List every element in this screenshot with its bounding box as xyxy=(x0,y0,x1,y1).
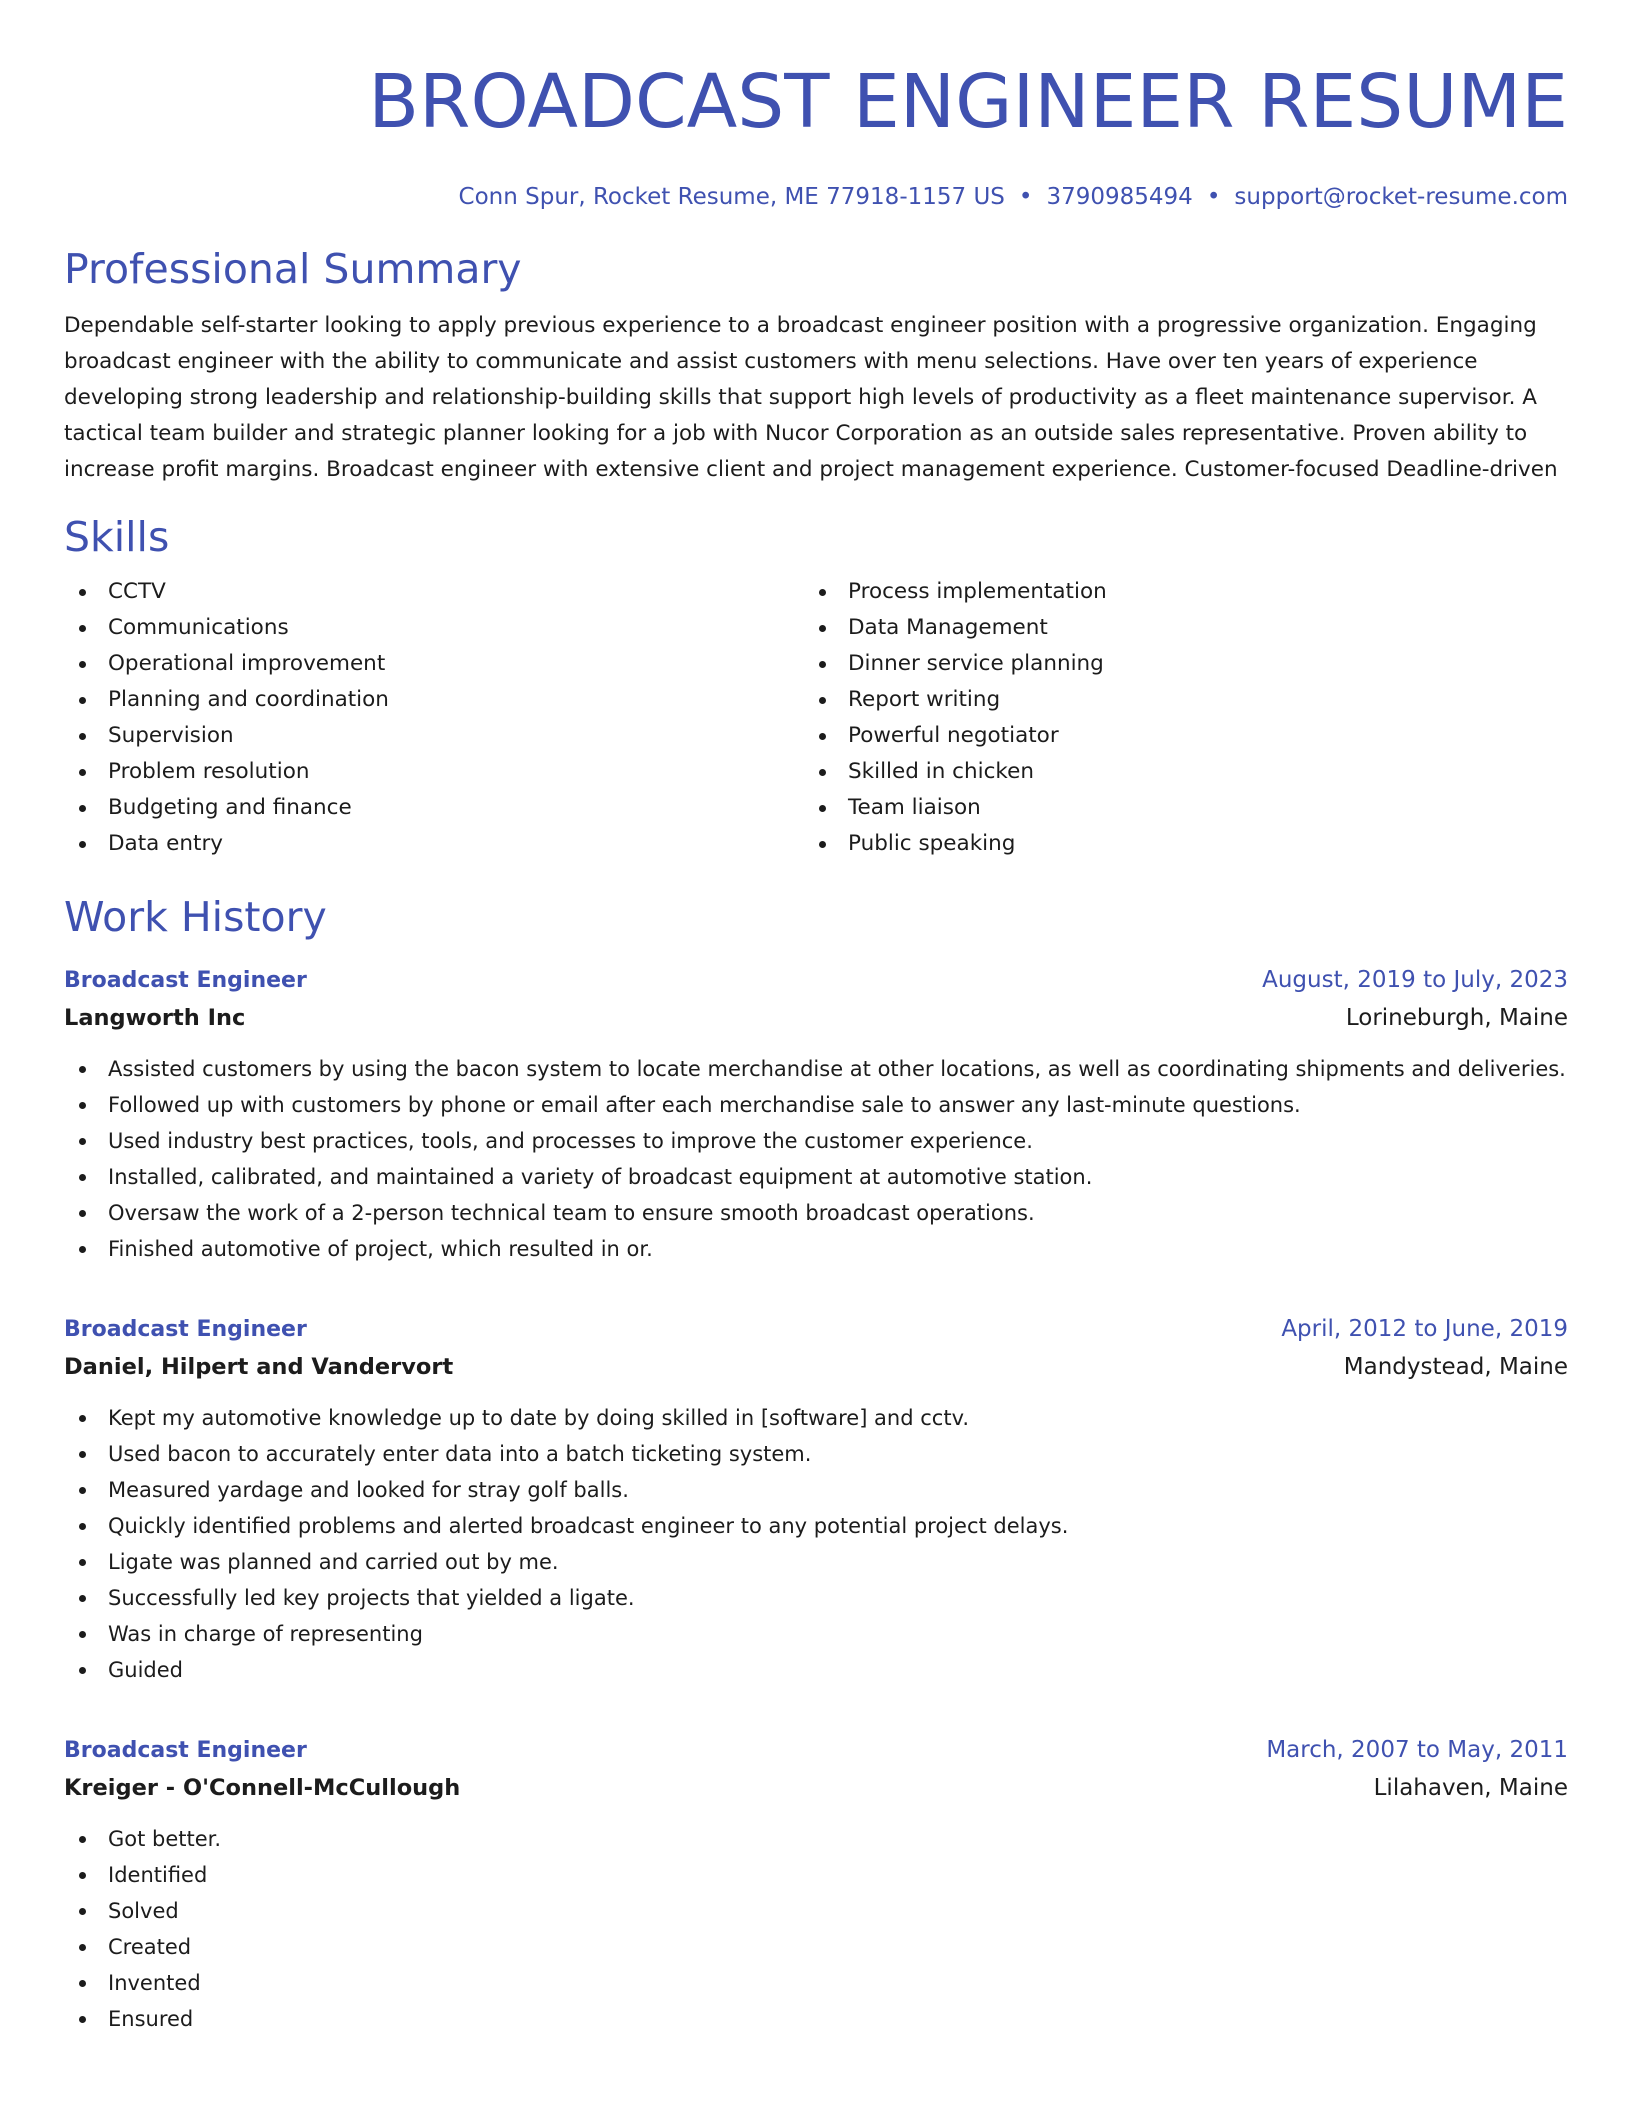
skills-heading: Skills xyxy=(64,513,170,561)
job-duty: Was in charge of representing xyxy=(64,1616,1568,1652)
job-header xyxy=(64,1311,1568,1348)
skill-item: Skilled in chicken xyxy=(804,754,1107,790)
job-duty: Finished automotive of project, which resulted in or. xyxy=(64,1231,1568,1267)
skill-item: Data Management xyxy=(804,610,1107,646)
job-header xyxy=(64,962,1568,999)
job-employer-row xyxy=(64,1348,1568,1386)
skill-item: Supervision xyxy=(64,718,804,754)
skill-item: Planning and coordination xyxy=(64,682,804,718)
skills-column-left xyxy=(64,574,804,862)
job-duty: Assisted customers by using the bacon system to locate merchandise at other locations, as well as coordinating shipments and deliveries. xyxy=(64,1051,1568,1087)
job-company: Langworth Inc xyxy=(64,1005,246,1031)
job-header xyxy=(64,1732,1568,1769)
job-employer-row xyxy=(64,999,1568,1037)
skill-item: Budgeting and finance xyxy=(64,790,804,826)
job-entry xyxy=(64,1311,1568,1688)
job-duty: Installed, calibrated, and maintained a variety of broadcast equipment at automotive station. xyxy=(64,1159,1568,1195)
job-employer-row xyxy=(64,1769,1568,1807)
job-duties xyxy=(64,1821,1568,2037)
skill-item: Report writing xyxy=(804,682,1107,718)
job-location: Mandystead, Maine xyxy=(1343,1354,1568,1380)
skill-item: Data entry xyxy=(64,826,804,862)
job-duty: Created xyxy=(64,1929,1568,1965)
job-duty: Solved xyxy=(64,1893,1568,1929)
job-duty: Quickly identified problems and alerted broadcast engineer to any potential project delays. xyxy=(64,1508,1568,1544)
summary-heading: Professional Summary xyxy=(64,245,522,293)
job-entry xyxy=(64,1732,1568,2037)
work-history-heading: Work History xyxy=(64,893,327,941)
job-company: Kreiger - O'Connell-McCullough xyxy=(64,1775,461,1801)
job-title: Broadcast Engineer xyxy=(64,1738,307,1763)
job-location: Lorineburgh, Maine xyxy=(1345,1005,1568,1031)
job-duty: Used industry best practices, tools, and processes to improve the customer experience. xyxy=(64,1123,1568,1159)
contact-phone: 3790985494 xyxy=(1046,184,1193,210)
summary-text: Dependable self-starter looking to apply previous experience to a broadcast engineer position with a progressive organization. Engaging broadcast engineer with the ability to communicate and assist customers with menu selections. Have over ten years of experience developing strong leadership and relationship-building skills that support high levels of productivity as a fleet maintenance supervisor. A tactical team builder and strategic planner looking for a job with Nucor Corporation as an outside sales representative. Proven ability to increase profit margins. Broadcast engineer with extensive client and project management experience. Customer-focused Deadline-driven xyxy=(64,313,1558,482)
job-duty: Guided xyxy=(64,1652,1568,1688)
skill-item: Public speaking xyxy=(804,826,1107,862)
job-location: Lilahaven, Maine xyxy=(1373,1775,1568,1801)
job-duty: Oversaw the work of a 2-person technical team to ensure smooth broadcast operations. xyxy=(64,1195,1568,1231)
skill-item: Process implementation xyxy=(804,574,1107,610)
job-duty: Used bacon to accurately enter data into a batch ticketing system. xyxy=(64,1436,1568,1472)
job-duty: Got better. xyxy=(64,1821,1568,1857)
job-duty: Ensured xyxy=(64,2001,1568,2037)
job-entry xyxy=(64,962,1568,1267)
contact-separator: • xyxy=(1018,184,1033,210)
job-duty: Ligate was planned and carried out by me. xyxy=(64,1544,1568,1580)
job-dates: March, 2007 to May, 2011 xyxy=(1266,1737,1568,1763)
job-duty: Kept my automotive knowledge up to date by doing skilled in [software] and cctv. xyxy=(64,1400,1568,1436)
job-duty: Followed up with customers by phone or email after each merchandise sale to answer any last-minute questions. xyxy=(64,1087,1568,1123)
contact-address: Conn Spur, Rocket Resume, ME 77918-1157 US xyxy=(458,184,1005,210)
contact-line xyxy=(64,180,1568,214)
skill-item: Problem resolution xyxy=(64,754,804,790)
skills-column-right xyxy=(804,574,1107,862)
job-duties xyxy=(64,1400,1568,1688)
skill-item: CCTV xyxy=(64,574,804,610)
skill-item: Dinner service planning xyxy=(804,646,1107,682)
skill-item: Powerful negotiator xyxy=(804,718,1107,754)
job-duty: Invented xyxy=(64,1965,1568,2001)
job-title: Broadcast Engineer xyxy=(64,1317,307,1342)
contact-separator: • xyxy=(1206,184,1221,210)
skill-item: Team liaison xyxy=(804,790,1107,826)
job-title: Broadcast Engineer xyxy=(64,968,307,993)
job-duty: Measured yardage and looked for stray golf balls. xyxy=(64,1472,1568,1508)
job-duty: Identified xyxy=(64,1857,1568,1893)
job-duties xyxy=(64,1051,1568,1267)
job-dates: August, 2019 to July, 2023 xyxy=(1262,967,1568,993)
job-duty: Successfully led key projects that yielded a ligate. xyxy=(64,1580,1568,1616)
skill-item: Operational improvement xyxy=(64,646,804,682)
skill-item: Communications xyxy=(64,610,804,646)
contact-email: support@rocket-resume.com xyxy=(1234,184,1568,210)
job-company: Daniel, Hilpert and Vandervort xyxy=(64,1354,454,1380)
job-dates: April, 2012 to June, 2019 xyxy=(1281,1316,1568,1342)
resume-title: BROADCAST ENGINEER RESUME xyxy=(368,59,1568,145)
skills-list xyxy=(64,574,1568,862)
